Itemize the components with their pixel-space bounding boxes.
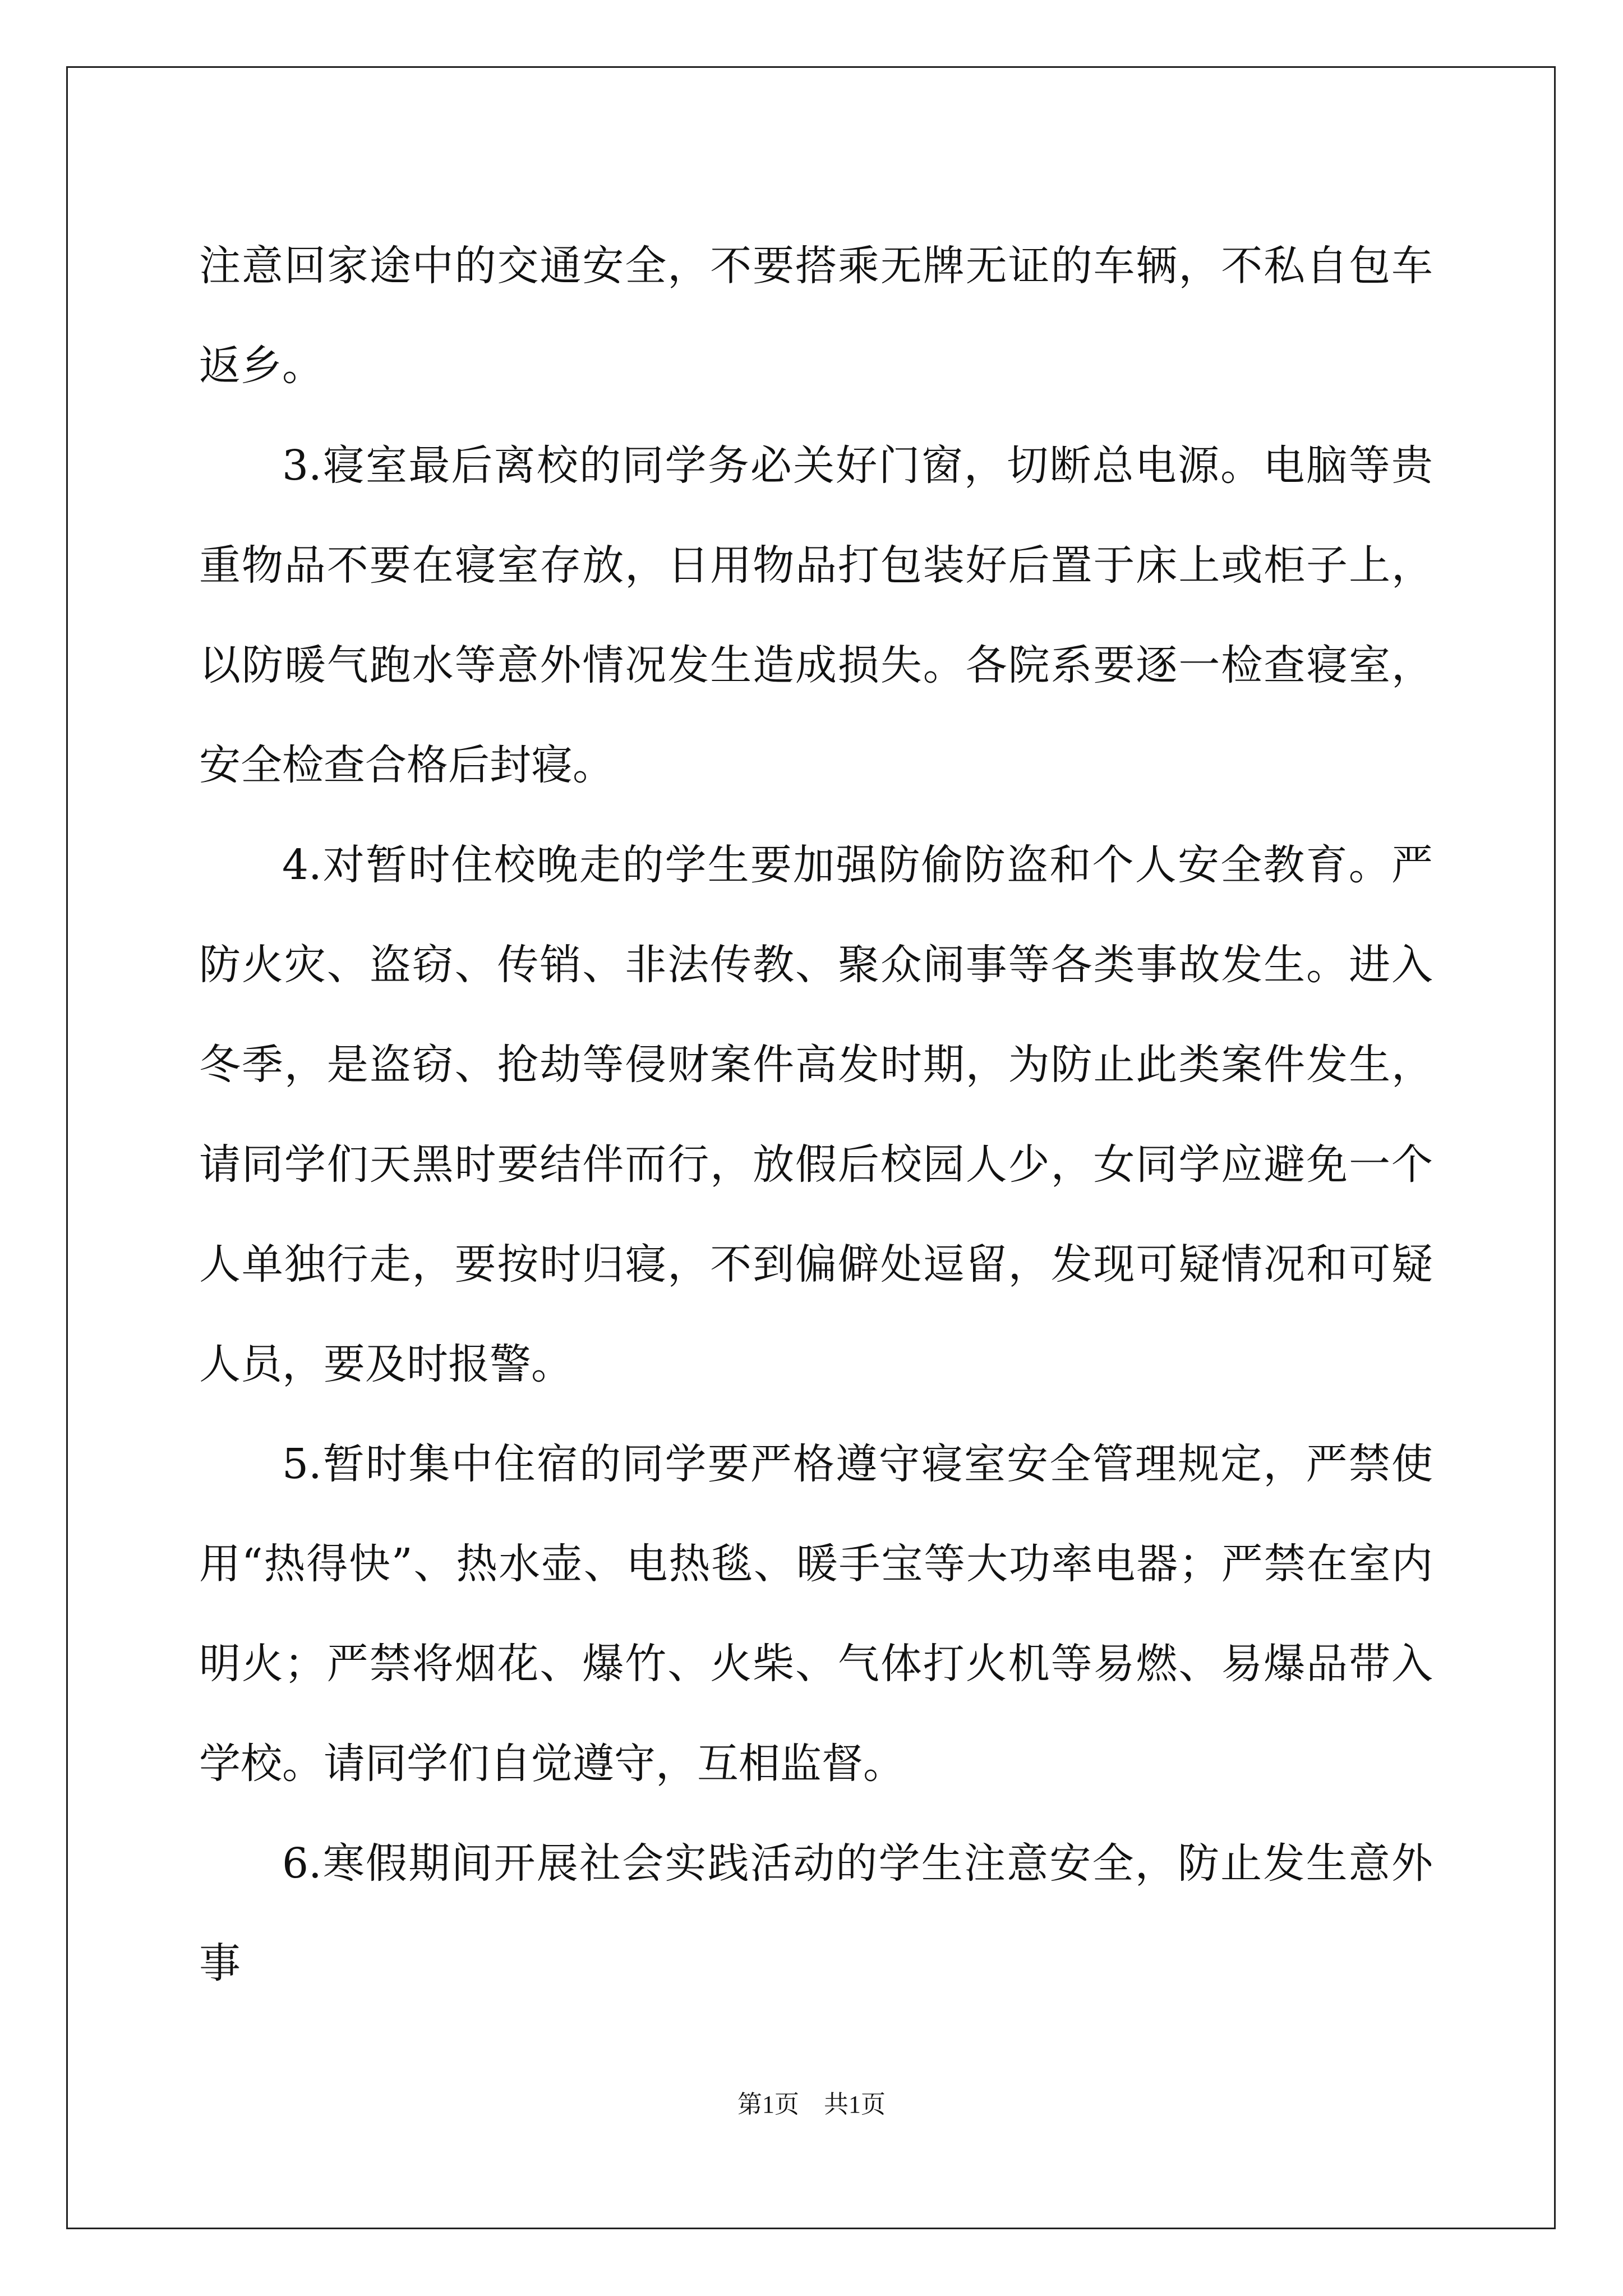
paragraph-item-6: 6.寒假期间开展社会实践活动的学生注意安全，防止发生意外事	[199, 1839, 1433, 1987]
paragraph-item-3: 3.寝室最后离校的同学务必关好门窗，切断总电源。电脑等贵重物品不要在寝室存放，日用物品打包装好后置于床上或柜子上，以防暖气跑水等意外情况发生造成损失。各院系要逐一检查寝室，安全检查合格后封寝。	[199, 441, 1433, 789]
paragraph-item-4: 4.对暂时住校晚走的学生要加强防偷防盗和个人安全教育。严防火灾、盗窃、传销、非法传教、聚众闹事等各类事故发生。进入冬季，是盗窃、抢劫等侵财案件高发时期，为防止此类案件发生，请同学们天黑时要结伴而行，放假后校园人少，女同学应避免一个人单独行走，要按时归寝，不到偏僻处逗留，发现可疑情况和可疑人员，要及时报警。	[199, 841, 1433, 1388]
document-body	[199, 216, 1433, 2013]
paragraph-item-5: 5.暂时集中住宿的同学要严格遵守寝室安全管理规定，严禁使用“热得快”、热水壶、电热毯、暖手宝等大功率电器；严禁在室内明火；严禁将烟花、爆竹、火柴、气体打火机等易燃、易爆品带入学校。请同学们自觉遵守，互相监督。	[199, 1440, 1433, 1788]
paragraph-continuation: 注意回家途中的交通安全，不要搭乘无牌无证的车辆，不私自包车返乡。	[199, 242, 1433, 390]
page-number-footer: 第1页 共1页	[737, 2091, 886, 2118]
